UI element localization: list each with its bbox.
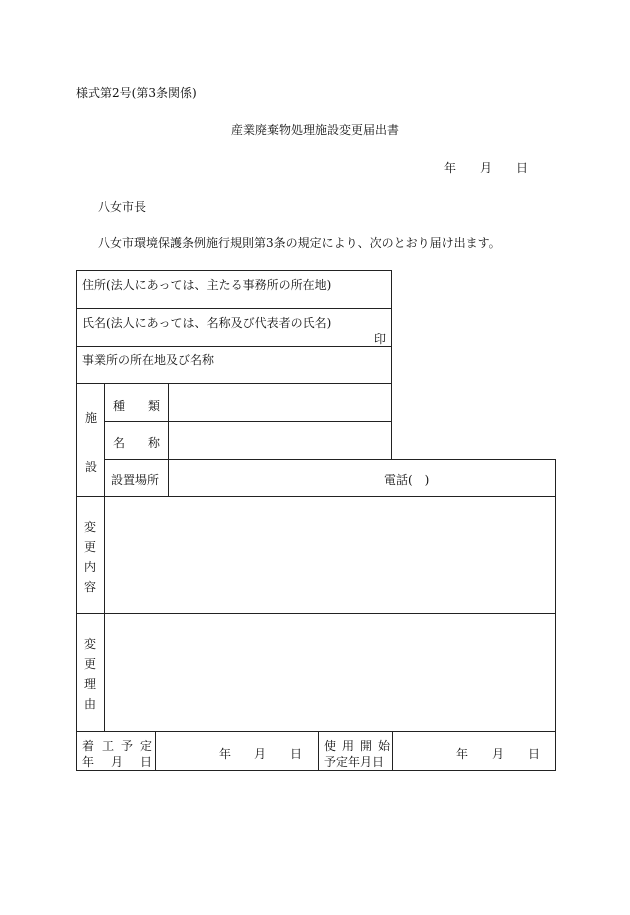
statement: 八女市環境保護条例施行規則第3条の規定により、次のとおり届け出ます。 xyxy=(98,236,501,250)
phone-label: 電話( ) xyxy=(384,473,430,487)
kind-label-char-1: 種 xyxy=(113,399,126,413)
name-row-char-2: 称 xyxy=(148,436,161,450)
address-label: 住所(法人にあっては、主たる事務所の所在地) xyxy=(82,278,332,292)
table-rule xyxy=(76,308,392,309)
addressee: 八女市長 xyxy=(98,200,147,214)
office-label: 事業所の所在地及び名称 xyxy=(82,353,215,367)
table-rule xyxy=(76,346,392,347)
date-month: 月 xyxy=(480,161,493,175)
change-content-char: 容 xyxy=(83,580,96,594)
table-rule xyxy=(76,770,556,771)
change-content-char: 変 xyxy=(83,520,96,534)
table-rule xyxy=(76,383,392,384)
change-content-char: 更 xyxy=(83,540,96,554)
change-reason-char: 由 xyxy=(83,697,96,711)
table-rule xyxy=(104,421,392,422)
kind-label-char-2: 類 xyxy=(148,399,161,413)
table-rule xyxy=(76,613,556,614)
seal-mark: 印 xyxy=(374,332,387,346)
change-reason-char: 変 xyxy=(83,637,96,651)
table-rule xyxy=(555,459,556,771)
change-content-char: 内 xyxy=(83,560,96,574)
table-rule xyxy=(76,270,77,771)
date-year: 年 xyxy=(444,161,457,175)
facility-char-2: 設 xyxy=(85,460,98,474)
facility-char-1: 施 xyxy=(85,411,98,425)
change-reason-char: 理 xyxy=(83,677,96,691)
change-reason-char: 更 xyxy=(83,657,96,671)
document-title: 産業廃棄物処理施設変更届出書 xyxy=(230,123,399,137)
table-rule xyxy=(76,270,392,271)
name-row-char-1: 名 xyxy=(113,436,126,450)
change-reason-label xyxy=(83,638,97,718)
table-rule xyxy=(76,731,556,732)
date-day: 日 xyxy=(516,161,529,175)
table-rule xyxy=(104,383,105,731)
name-label: 氏名(法人にあっては、名称及び代表者の氏名) xyxy=(82,316,332,330)
location-label: 設置場所 xyxy=(111,473,160,487)
table-rule xyxy=(168,383,169,496)
table-rule xyxy=(76,496,556,497)
table-rule xyxy=(392,731,393,771)
change-content-label xyxy=(83,521,97,601)
table-rule xyxy=(391,270,392,459)
table-rule xyxy=(104,459,556,460)
table-rule xyxy=(155,731,156,771)
table-rule xyxy=(318,731,319,771)
form-number: 様式第2号(第3条関係) xyxy=(76,86,197,100)
